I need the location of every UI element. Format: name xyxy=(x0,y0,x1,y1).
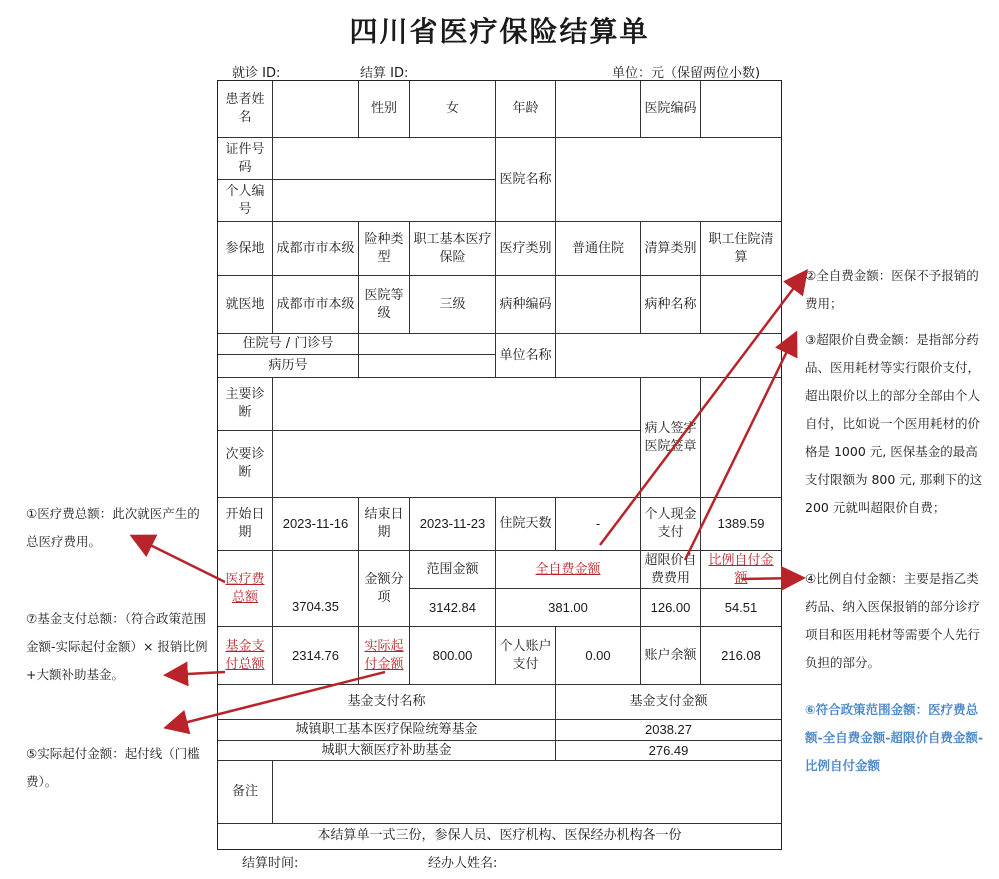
fund-row-amount: 2038.27 xyxy=(556,720,781,741)
cash-paid-label: 个人现金支付 xyxy=(641,498,701,551)
total-cost-value: 3704.35 xyxy=(273,551,359,627)
scope-amount-value: 3142.84 xyxy=(410,589,496,627)
personal-no-value xyxy=(273,180,496,222)
unit-name-label: 单位名称 xyxy=(496,334,556,378)
patient-name-value xyxy=(273,81,359,138)
note-deductible: ⑤实际起付金额：起付线（门槛费）。 xyxy=(26,746,200,789)
record-no-label: 病历号 xyxy=(218,355,359,378)
secondary-diagnosis-value xyxy=(273,431,641,498)
id-number-value xyxy=(273,138,496,180)
operator-label: 经办人姓名: xyxy=(428,856,498,871)
age-value xyxy=(556,81,641,138)
end-date-label: 结束日期 xyxy=(359,498,410,551)
over-limit-value: 126.00 xyxy=(641,589,701,627)
account-balance-value: 216.08 xyxy=(701,627,781,685)
ratio-self-label: 比例自付金额 xyxy=(701,551,781,589)
fund-total-value: 2314.76 xyxy=(273,627,359,685)
account-pay-value: 0.00 xyxy=(556,627,641,685)
insured-place-value: 成都市市本级 xyxy=(273,222,359,276)
hospital-level-value: 三级 xyxy=(410,276,496,334)
remarks-value xyxy=(273,761,781,824)
fund-name-header: 基金支付名称 xyxy=(218,685,556,720)
note-total-cost: ①医疗费总额：此次就医产生的总医疗费用。 xyxy=(26,506,200,549)
age-label: 年龄 xyxy=(496,81,556,138)
disease-code-label: 病种编码 xyxy=(496,276,556,334)
fund-row-name: 城职大额医疗补助基金 xyxy=(218,741,556,761)
note-ratio-self: ④比例自付金额：主要是指乙类药品、纳入医保报销的部分诊疗项目和医用耗材等需要个人先行负担的部分。 xyxy=(805,571,981,670)
hospital-level-label: 医院等级 xyxy=(359,276,410,334)
end-date-value: 2023-11-23 xyxy=(410,498,496,551)
hospital-name-label: 医院名称 xyxy=(496,138,556,222)
gender-label: 性别 xyxy=(359,81,410,138)
ratio-self-value: 54.51 xyxy=(701,589,781,627)
patient-name-label: 患者姓名 xyxy=(218,81,273,138)
account-pay-label: 个人账户支付 xyxy=(496,627,556,685)
signature-value xyxy=(701,378,781,498)
unit-label: 单位：元（保留两位小数) xyxy=(612,66,761,81)
hospital-name-value xyxy=(556,138,781,222)
deductible-value: 800.00 xyxy=(410,627,496,685)
insurance-type-label: 险种类型 xyxy=(359,222,410,276)
page-title: 四川省医疗保险结算单 xyxy=(349,15,650,48)
cash-paid-value: 1389.59 xyxy=(701,498,781,551)
treatment-place-label: 就医地 xyxy=(218,276,273,334)
note-policy-scope: ⑥符合政策范围金额：医疗费总额-全自费金额-超限价自费金额-比例自付金额 xyxy=(805,702,984,773)
note-over-limit: ③超限价自费金额：是指部分药品、医用耗材等实行限价支付，超出限价以上的部分全部由个人自付，比如说一个医用耗材的价格是 1000 元, 医保基金的最高支付限额为 800 元, 那剩下的这 200 元就叫超限价自费； xyxy=(805,332,983,515)
fund-row-name: 城镇职工基本医疗保险统筹基金 xyxy=(218,720,556,741)
self-pay-label: 全自费金额 xyxy=(496,551,641,589)
settlement-id-label: 结算 ID: xyxy=(360,66,409,81)
stay-days-value: - xyxy=(556,498,641,551)
settlement-table xyxy=(217,80,782,850)
settle-time-label: 结算时间: xyxy=(242,856,299,871)
id-number-label: 证件号码 xyxy=(218,138,273,180)
primary-diagnosis-value xyxy=(273,378,641,431)
copies-note: 本结算单一式三份，参保人员、医疗机构、医保经办机构各一份 xyxy=(317,828,682,843)
hospital-code-label: 医院编码 xyxy=(641,81,701,138)
visit-id-label: 就诊 ID: xyxy=(232,66,281,81)
total-cost-label: 医疗费总额 xyxy=(218,551,273,627)
account-balance-label: 账户余额 xyxy=(641,627,701,685)
settlement-category-value: 职工住院清算 xyxy=(701,222,781,276)
record-no-value xyxy=(359,355,496,378)
note-self-pay: ②全自费金额：医保不予报销的费用； xyxy=(805,268,979,311)
settlement-category-label: 清算类别 xyxy=(641,222,701,276)
insurance-type-value: 职工基本医疗保险 xyxy=(410,222,496,276)
remarks-label: 备注 xyxy=(218,761,273,824)
disease-name-value xyxy=(701,276,781,334)
scope-amount-label: 范围金额 xyxy=(410,551,496,589)
stay-days-label: 住院天数 xyxy=(496,498,556,551)
unit-name-value xyxy=(556,334,781,378)
secondary-diagnosis-label: 次要诊断 xyxy=(218,431,273,498)
signature-label: 病人签字 医院签章 xyxy=(641,378,701,498)
start-date-label: 开始日期 xyxy=(218,498,273,551)
gender-value: 女 xyxy=(410,81,496,138)
fund-total-label: 基金支付总额 xyxy=(218,627,273,685)
insured-place-label: 参保地 xyxy=(218,222,273,276)
self-pay-value: 381.00 xyxy=(496,589,641,627)
personal-no-label: 个人编号 xyxy=(218,180,273,222)
fund-row-amount: 276.49 xyxy=(556,741,781,761)
primary-diagnosis-label: 主要诊断 xyxy=(218,378,273,431)
deductible-label: 实际起付金额 xyxy=(359,627,410,685)
treatment-place-value: 成都市市本级 xyxy=(273,276,359,334)
disease-code-value xyxy=(556,276,641,334)
over-limit-label: 超限价自费费用 xyxy=(641,551,701,589)
start-date-value: 2023-11-16 xyxy=(273,498,359,551)
medical-category-label: 医疗类别 xyxy=(496,222,556,276)
admission-no-value xyxy=(359,334,496,355)
disease-name-label: 病种名称 xyxy=(641,276,701,334)
fund-amount-header: 基金支付金额 xyxy=(556,685,781,720)
hospital-code-value xyxy=(701,81,781,138)
note-fund-total: ⑦基金支付总额：（符合政策范围金额-实际起付金额）× 报销比例+大额补助基金。 xyxy=(26,611,208,682)
amount-items-label: 金额分项 xyxy=(359,551,410,627)
medical-category-value: 普通住院 xyxy=(556,222,641,276)
admission-no-label: 住院号 / 门诊号 xyxy=(218,334,359,355)
